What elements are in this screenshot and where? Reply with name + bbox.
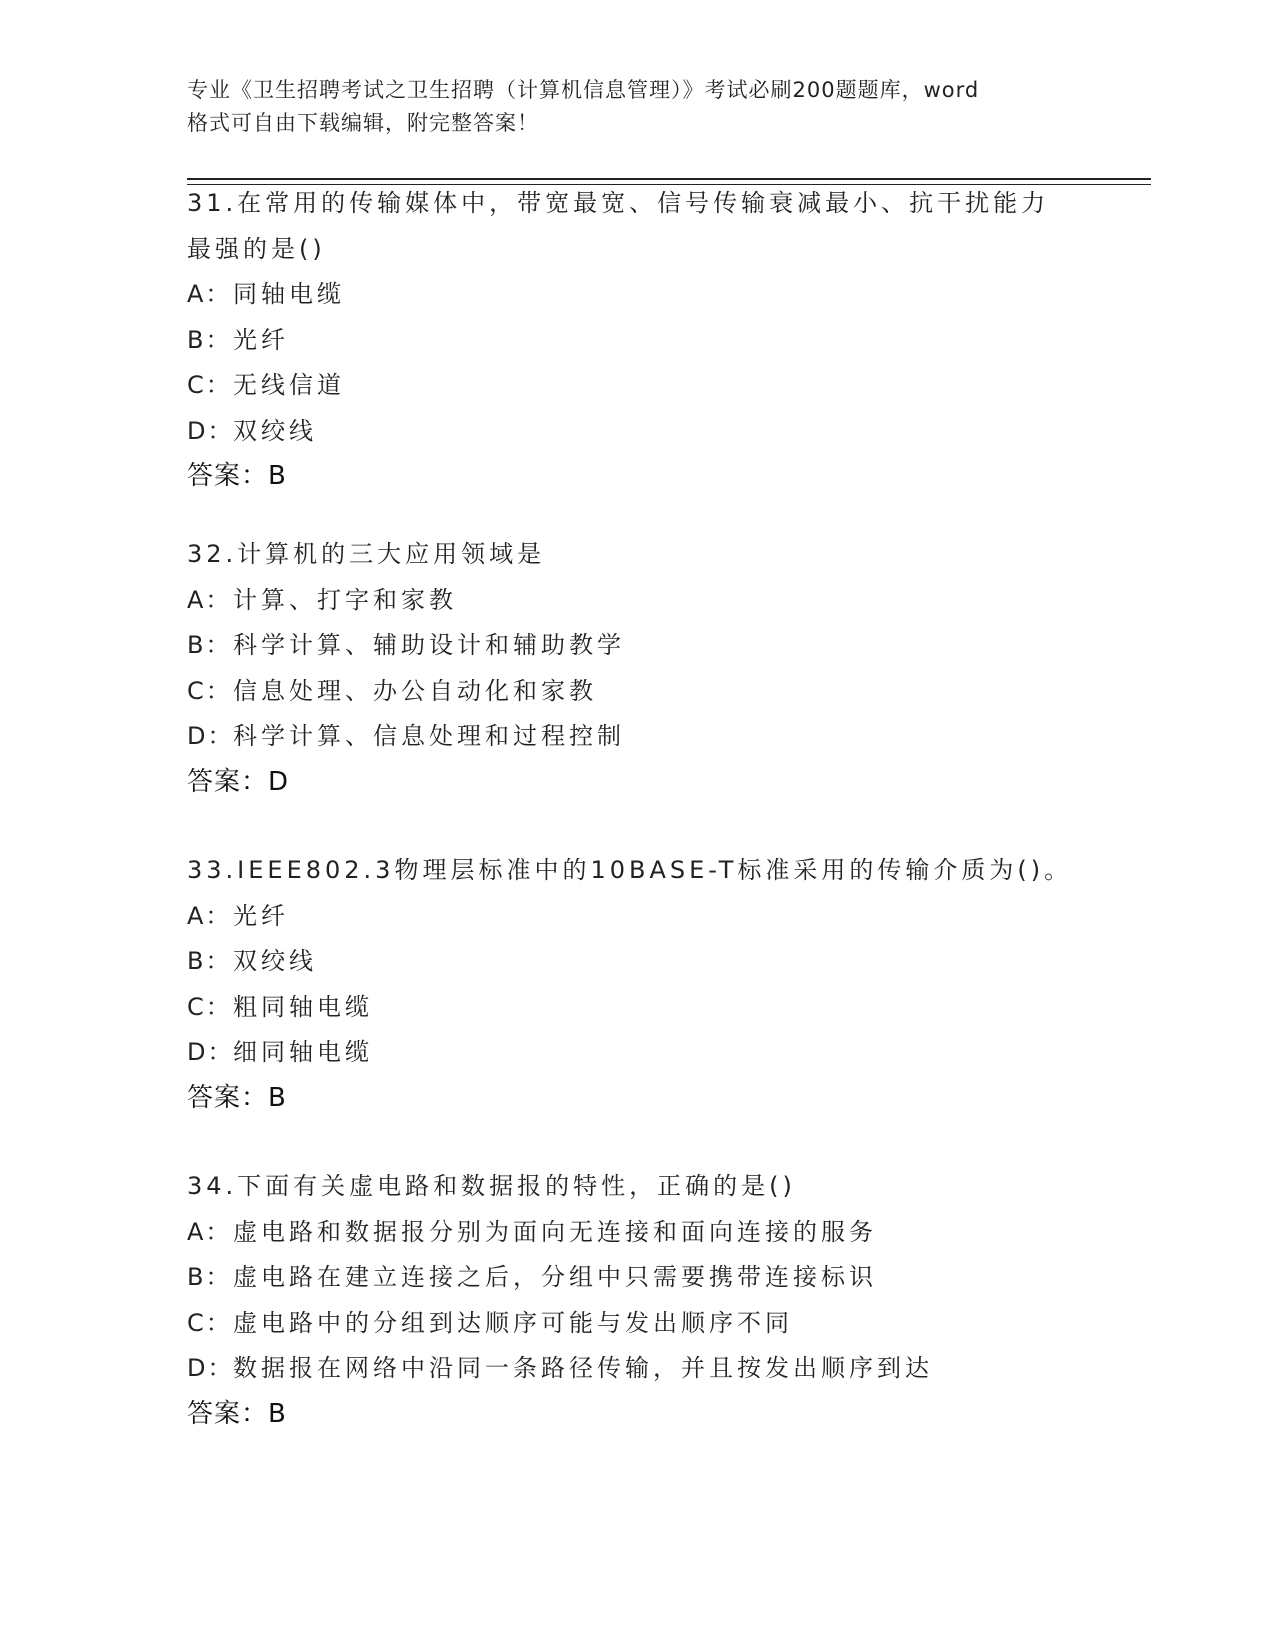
option-key: D：: [187, 1354, 234, 1382]
option-d: [187, 1346, 1087, 1392]
option-c: [187, 1301, 1087, 1347]
question-stem-line-1: 32.计算机的三大应用领域是: [187, 540, 546, 568]
header-divider-thick: [187, 178, 1151, 180]
option-c: [187, 363, 1087, 409]
question-stem-line-2: 最强的是(): [187, 234, 326, 263]
option-key: B：: [187, 325, 232, 354]
option-text: 科学计算、信息处理和过程控制: [233, 722, 625, 750]
option-key: C：: [187, 1308, 232, 1337]
option-d: [187, 1030, 1087, 1076]
option-text: 计算、打字和家教: [233, 585, 457, 614]
option-b: [187, 1255, 1087, 1301]
option-a: [187, 578, 1087, 624]
document-header: [187, 74, 1087, 140]
option-text: 虚电路和数据报分别为面向无连接和面向连接的服务: [233, 1217, 877, 1246]
option-key: C：: [187, 371, 232, 399]
option-key: D：: [187, 1038, 234, 1066]
option-text: 光纤: [233, 901, 289, 930]
option-text: 双绞线: [233, 947, 317, 975]
option-key: D：: [187, 416, 234, 445]
option-key: C：: [187, 992, 232, 1021]
answer-line: 答案：B: [187, 1398, 287, 1429]
option-key: A：: [187, 1217, 232, 1246]
option-key: A：: [187, 901, 232, 930]
question-stem-line-1: 31.在常用的传输媒体中，带宽最宽、信号传输衰减最小、抗干扰能力: [187, 189, 1050, 217]
question-stem-line-1: 33.IEEE802.3物理层标准中的10BASE-T标准采用的传输介质为()。: [187, 856, 1073, 884]
question-33: [187, 848, 1087, 1121]
option-key: A：: [187, 280, 232, 308]
option-b: [187, 318, 1087, 364]
option-text: 无线信道: [233, 371, 345, 399]
option-key: C：: [187, 676, 232, 705]
option-c: [187, 669, 1087, 715]
option-c: [187, 985, 1087, 1031]
option-text: 科学计算、辅助设计和辅助教学: [233, 631, 625, 659]
option-a: [187, 1210, 1087, 1256]
option-key: B：: [187, 1263, 232, 1291]
option-text: 虚电路中的分组到达顺序可能与发出顺序不同: [233, 1308, 793, 1337]
option-key: D：: [187, 722, 234, 750]
question-31: [187, 181, 1087, 500]
option-text: 粗同轴电缆: [233, 992, 373, 1021]
option-key: B：: [187, 631, 232, 659]
header-intro-line-1: 专业《卫生招聘考试之卫生招聘（计算机信息管理）》考试必刷200题题库，word: [187, 78, 980, 102]
option-key: A：: [187, 585, 232, 614]
answer-line: 答案：B: [187, 461, 287, 491]
answer-line: 答案：D: [187, 766, 290, 797]
option-d: [187, 714, 1087, 760]
option-text: 数据报在网络中沿同一条路径传输，并且按发出顺序到达: [233, 1354, 933, 1382]
option-text: 信息处理、办公自动化和家教: [233, 676, 597, 705]
option-b: [187, 939, 1087, 985]
option-text: 双绞线: [233, 416, 317, 445]
option-text: 细同轴电缆: [233, 1038, 373, 1066]
answer-line: 答案：B: [187, 1082, 287, 1113]
question-32: [187, 532, 1087, 805]
option-a: [187, 272, 1087, 318]
option-text: 同轴电缆: [233, 280, 345, 308]
option-a: [187, 894, 1087, 940]
header-intro-line-2: 格式可自由下载编辑，附完整答案！: [187, 111, 539, 135]
question-34: [187, 1164, 1087, 1437]
option-text: 虚电路在建立连接之后，分组中只需要携带连接标识: [233, 1263, 877, 1291]
option-text: 光纤: [233, 325, 289, 354]
question-stem-line-1: 34.下面有关虚电路和数据报的特性，正确的是(): [187, 1172, 796, 1200]
option-key: B：: [187, 947, 232, 975]
option-d: [187, 409, 1087, 455]
option-b: [187, 623, 1087, 669]
